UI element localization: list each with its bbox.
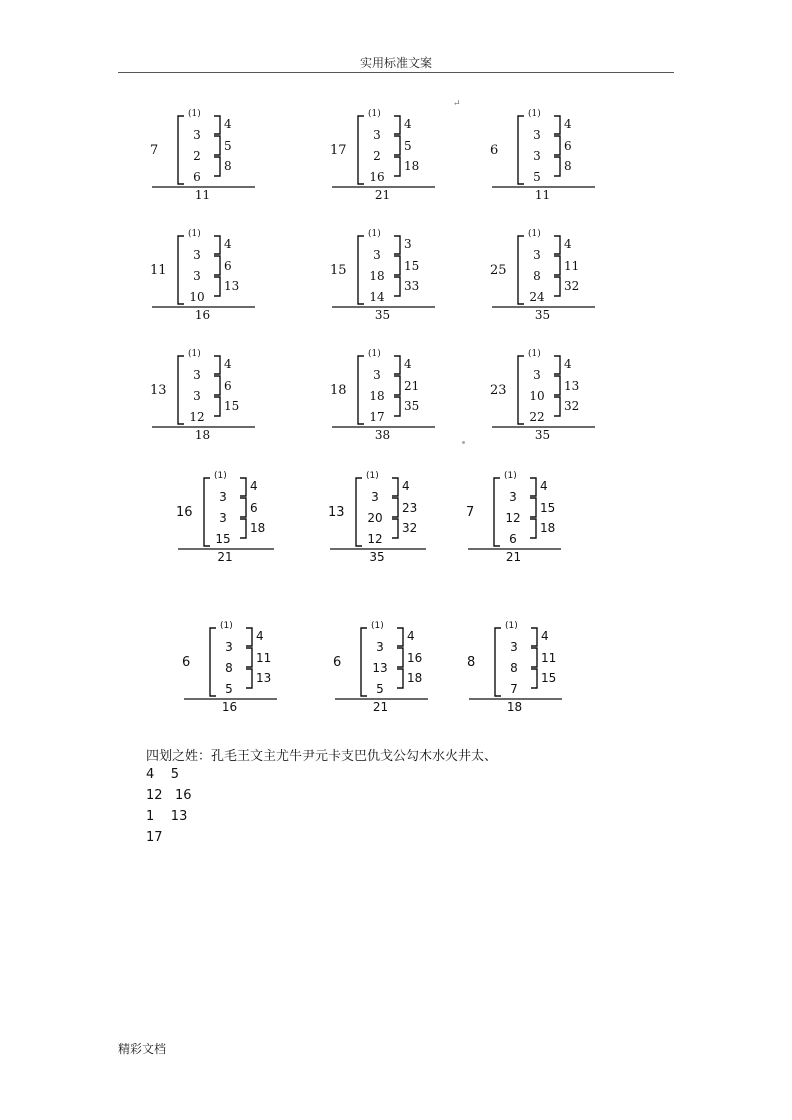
diagram-right-value: 4 [402,479,410,493]
diagram-left-bracket [518,236,524,304]
diagram-left-bracket [358,356,364,424]
diagram-left-bracket [495,628,501,696]
diagram-right-value: 6 [224,259,232,273]
diagram-column-value: 3 [193,128,201,142]
diagram-right-bracket [214,256,220,275]
diagram-right-bracket [554,277,560,296]
diagram-right-value: 11 [256,651,272,665]
diagram-left-number: 17 [330,143,347,158]
diagram-right-bracket [394,256,400,275]
diagram-right-value: 35 [404,399,420,413]
diagram-column-value: 3 [219,511,227,525]
diagram-right-bracket [394,277,400,296]
diagram-top-label: (1) [528,109,541,119]
diagram-column-value: 3 [371,490,379,504]
diagram-column-value: 7 [510,682,518,696]
diagram-right-value: 18 [407,671,423,685]
diagram-right-bracket [246,669,252,688]
diagram-top-label: (1) [366,471,379,481]
diagram-column-value: 12 [189,410,205,424]
diagram-column-value: 3 [373,248,381,262]
diagram-column-value: 16 [369,170,385,184]
stroke-diagram [176,472,274,562]
stroke-diagram [490,110,595,200]
speck [462,441,465,444]
diagram-right-value: 3 [404,237,412,251]
stroke-diagram [466,472,561,562]
diagram-top-label: (1) [528,349,541,359]
diagram-right-value: 15 [404,259,420,273]
diagram-right-value: 15 [541,671,557,685]
diagram-column-value: 3 [225,640,233,654]
diagram-column-value: 5 [225,682,233,696]
diagram-right-value: 32 [402,521,418,535]
diagram-right-bracket [554,157,560,176]
diagram-right-value: 5 [404,139,412,153]
stroke-diagram [490,350,595,440]
stroke-diagram [150,110,255,200]
diagram-total: 18 [194,428,211,442]
text-line-5: 17 [146,830,163,845]
diagram-right-value: 18 [404,159,420,173]
diagram-right-bracket [554,236,560,254]
stroke-diagram [328,472,426,562]
diagram-top-label: (1) [188,229,201,239]
diagram-right-value: 8 [564,159,572,173]
diagram-left-bracket [518,116,524,184]
diagram-right-bracket [214,397,220,416]
diagram-right-value: 4 [224,357,232,371]
diagram-right-bracket [554,116,560,134]
text-line-2: 4 5 [146,767,180,782]
diagram-left-number: 13 [328,505,345,520]
stroke-diagram [330,230,435,320]
diagram-right-bracket [397,669,403,688]
diagram-top-label: (1) [188,349,201,359]
diagram-right-value: 13 [256,671,272,685]
diagram-left-bracket [358,116,364,184]
diagram-right-bracket [531,628,537,646]
diagram-column-value: 5 [376,682,384,696]
diagram-right-bracket [392,478,398,496]
diagram-total: 35 [534,308,551,322]
diagram-column-value: 18 [369,389,385,403]
diagram-top-label: (1) [214,471,227,481]
diagram-right-bracket [554,397,560,416]
diagram-right-value: 32 [564,279,580,293]
page-footer: 精彩文档 [118,1042,167,1056]
diagram-right-bracket [392,498,398,517]
diagram-left-number: 8 [467,655,476,670]
diagram-column-value: 24 [529,290,545,304]
diagram-left-bracket [361,628,367,696]
diagram-column-value: 3 [509,490,517,504]
diagram-right-bracket [214,356,220,374]
diagram-right-value: 4 [404,357,412,371]
diagram-right-bracket [240,478,246,496]
diagram-top-label: (1) [188,109,201,119]
diagram-column-value: 3 [533,248,541,262]
return-mark: ↵ [453,99,461,109]
stroke-diagram [150,230,255,320]
diagram-left-bracket [178,236,184,304]
diagram-right-bracket [246,628,252,646]
diagram-right-value: 4 [564,237,572,251]
diagram-column-value: 8 [225,661,233,675]
diagram-right-value: 8 [224,159,232,173]
diagram-total: 16 [221,700,238,714]
diagram-left-number: 25 [490,263,507,278]
diagram-left-number: 13 [150,383,167,398]
diagram-right-value: 4 [256,629,264,643]
diagram-top-label: (1) [371,621,384,631]
diagram-top-label: (1) [505,621,518,631]
diagram-left-bracket [356,478,362,546]
diagram-left-number: 18 [330,383,347,398]
diagram-right-bracket [554,356,560,374]
diagram-right-bracket [530,519,536,538]
diagram-left-bracket [518,356,524,424]
diagram-right-value: 11 [541,651,557,665]
diagram-total: 21 [217,550,233,564]
diagram-top-label: (1) [368,229,381,239]
diagram-left-number: 7 [466,505,475,520]
diagram-total: 35 [369,550,385,564]
diagram-right-bracket [394,136,400,155]
diagram-right-value: 13 [224,279,240,293]
diagram-column-value: 3 [373,368,381,382]
diagram-column-value: 12 [505,511,521,525]
stroke-diagram [330,350,435,440]
diagram-right-bracket [397,648,403,667]
diagram-column-value: 3 [376,640,384,654]
diagram-right-bracket [214,236,220,254]
diagram-column-value: 3 [533,128,541,142]
diagram-top-label: (1) [220,621,233,631]
text-line-4: 1 13 [146,809,188,824]
diagram-left-number: 6 [490,143,499,158]
diagram-column-value: 15 [215,532,231,546]
diagram-right-value: 15 [224,399,240,413]
page-header: 实用标准文案 [359,56,432,70]
diagram-column-value: 10 [529,389,545,403]
diagram-right-value: 23 [402,501,418,515]
diagram-left-bracket [210,628,216,696]
diagram-column-value: 2 [373,149,381,163]
diagram-total: 21 [505,550,522,564]
diagram-right-value: 4 [224,117,232,131]
diagram-left-number: 15 [330,263,347,278]
diagram-column-value: 18 [369,269,385,283]
diagram-left-number: 6 [182,655,191,670]
diagram-right-value: 18 [250,521,266,535]
diagram-right-bracket [394,236,400,254]
diagram-column-value: 3 [193,269,201,283]
diagram-right-value: 6 [564,139,572,153]
diagram-left-number: 16 [176,505,193,520]
diagram-right-bracket [214,116,220,134]
diagram-left-bracket [178,356,184,424]
text-line-3: 12 16 [146,788,192,803]
diagram-right-value: 6 [250,501,258,515]
diagram-right-bracket [246,648,252,667]
diagram-column-value: 3 [533,368,541,382]
diagram-right-value: 4 [564,357,572,371]
diagram-column-value: 8 [533,269,541,283]
diagram-right-bracket [394,356,400,374]
diagram-right-value: 18 [540,521,556,535]
diagram-column-value: 3 [193,389,201,403]
diagram-right-bracket [554,136,560,155]
stroke-diagram [333,622,428,712]
diagram-right-value: 4 [564,117,572,131]
diagram-right-bracket [554,256,560,275]
diagram-right-value: 32 [564,399,580,413]
diagram-right-value: 4 [404,117,412,131]
diagram-total: 16 [194,308,211,322]
diagram-column-value: 2 [193,149,201,163]
diagram-total: 11 [534,188,551,202]
diagram-column-value: 13 [372,661,388,675]
diagram-left-number: 23 [490,383,507,398]
diagram-right-bracket [531,648,537,667]
header-rule [118,72,674,73]
diagram-right-bracket [531,669,537,688]
diagram-column-value: 10 [189,290,205,304]
diagram-right-value: 6 [224,379,232,393]
stroke-diagram [150,350,255,440]
diagram-column-value: 3 [533,149,541,163]
diagram-right-bracket [554,376,560,395]
diagram-column-value: 22 [529,410,545,424]
diagram-right-bracket [397,628,403,646]
diagram-total: 38 [374,428,391,442]
diagram-right-value: 15 [540,501,556,515]
diagram-left-bracket [494,478,500,546]
diagram-right-bracket [392,519,398,538]
diagram-right-value: 11 [564,259,580,273]
diagram-column-value: 8 [510,661,518,675]
diagram-right-value: 33 [404,279,420,293]
diagram-column-value: 3 [373,128,381,142]
diagram-right-value: 4 [541,629,549,643]
diagram-top-label: (1) [368,349,381,359]
diagram-column-value: 6 [509,532,517,546]
text-line-surnames: 四划之姓：孔毛王文主尤牛尹元卡支巴仇戈公勾木水火井太、 [146,749,498,764]
diagram-total: 35 [374,308,391,322]
diagram-column-value: 3 [510,640,518,654]
diagram-right-bracket [240,498,246,517]
diagram-right-value: 13 [564,379,580,393]
diagram-column-value: 3 [219,490,227,504]
diagram-column-value: 12 [367,532,383,546]
diagram-left-bracket [358,236,364,304]
diagram-top-label: (1) [528,229,541,239]
diagram-total: 18 [506,700,523,714]
diagram-right-value: 21 [404,379,420,393]
diagram-right-bracket [394,116,400,134]
stroke-diagram [467,622,562,712]
stroke-diagram [182,622,277,712]
diagram-left-number: 11 [150,263,167,278]
stroke-diagram [490,230,595,320]
diagram-right-bracket [240,519,246,538]
diagram-total: 21 [374,188,391,202]
stroke-diagram [330,110,435,200]
diagram-right-value: 5 [224,139,232,153]
diagram-right-bracket [394,157,400,176]
diagram-top-label: (1) [504,471,517,481]
diagram-right-bracket [394,376,400,395]
diagram-right-value: 4 [540,479,548,493]
diagram-left-number: 6 [333,655,342,670]
diagram-right-bracket [214,376,220,395]
diagram-column-value: 3 [193,248,201,262]
diagram-right-bracket [214,277,220,296]
diagram-column-value: 14 [369,290,385,304]
diagram-column-value: 5 [533,170,541,184]
diagram-right-value: 4 [250,479,258,493]
diagram-right-bracket [530,478,536,496]
diagram-column-value: 20 [367,511,383,525]
diagram-right-value: 16 [407,651,423,665]
diagram-column-value: 3 [193,368,201,382]
diagram-column-value: 6 [193,170,201,184]
diagram-top-label: (1) [368,109,381,119]
diagram-right-value: 4 [407,629,415,643]
diagram-right-value: 4 [224,237,232,251]
diagram-right-bracket [214,136,220,155]
diagram-right-bracket [530,498,536,517]
diagram-right-bracket [394,397,400,416]
diagram-left-bracket [178,116,184,184]
diagram-total: 11 [194,188,211,202]
diagram-column-value: 17 [369,410,385,424]
diagram-left-number: 7 [150,143,159,158]
diagram-left-bracket [204,478,210,546]
diagram-total: 35 [534,428,551,442]
diagram-total: 21 [372,700,389,714]
diagram-right-bracket [214,157,220,176]
